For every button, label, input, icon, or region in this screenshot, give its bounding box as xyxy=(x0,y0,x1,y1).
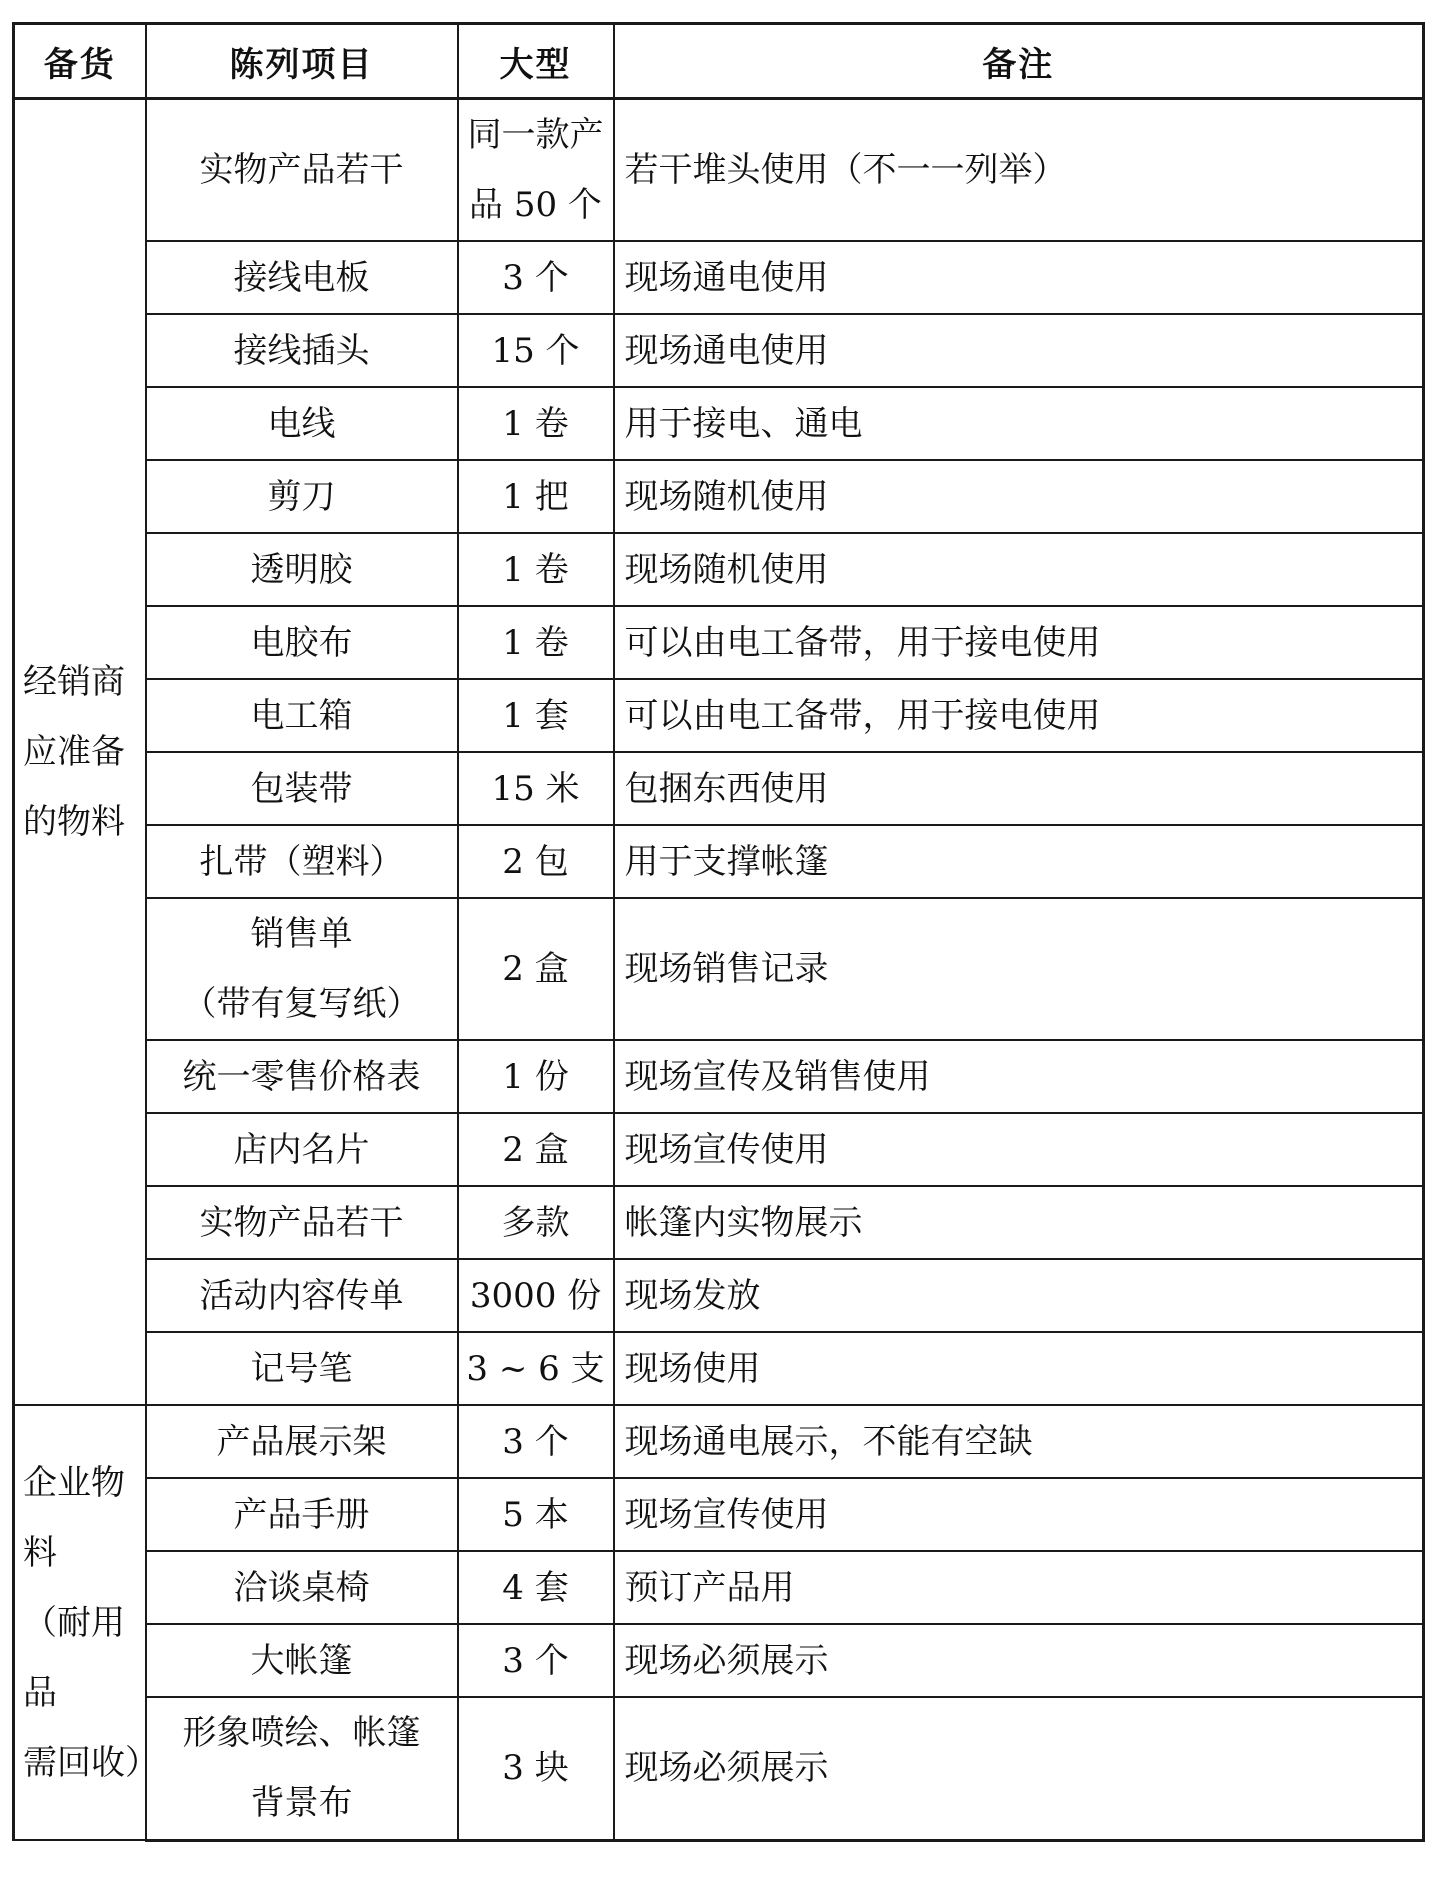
quantity-cell xyxy=(458,752,614,825)
quantity-text: 2 盒 xyxy=(502,949,569,989)
remark-cell: 现场必须展示 xyxy=(614,1624,1424,1697)
quantity-text: 1 卷 xyxy=(502,622,569,663)
quantity-cell xyxy=(458,1478,614,1551)
item-cell xyxy=(146,1624,458,1697)
quantity-text: 1 卷 xyxy=(502,403,569,444)
item-text: 产品手册 xyxy=(233,1494,370,1535)
table-row xyxy=(14,1040,1424,1113)
quantity-text: 3 ~ 6 支 xyxy=(466,1348,605,1389)
table-row xyxy=(14,1113,1424,1186)
quantity-cell xyxy=(458,1040,614,1113)
table-row xyxy=(14,460,1424,533)
quantity-cell xyxy=(458,898,614,1040)
quantity-cell xyxy=(458,314,614,387)
quantity-text: 3 个 xyxy=(502,1421,569,1462)
quantity-text: 品 50 个 xyxy=(469,185,602,225)
quantity-text: 3 块 xyxy=(502,1748,569,1789)
item-cell xyxy=(146,898,458,1040)
quantity-text: 3 个 xyxy=(502,1640,569,1681)
remark-cell: 帐篷内实物展示 xyxy=(614,1186,1424,1259)
quantity-cell xyxy=(458,825,614,898)
quantity-cell xyxy=(458,606,614,679)
header-stock: 备货 xyxy=(14,24,146,99)
header-remark: 备注 xyxy=(614,24,1424,99)
quantity-text: 2 盒 xyxy=(502,1129,569,1170)
header-row xyxy=(14,24,1424,99)
group-label-line: 应准备 xyxy=(23,732,125,772)
group-label-line: （耐用品 xyxy=(23,1602,125,1713)
table-row xyxy=(14,241,1424,314)
remark-cell: 现场使用 xyxy=(614,1332,1424,1405)
item-text: 实物产品若干 xyxy=(199,150,404,190)
table-row xyxy=(14,314,1424,387)
table-row xyxy=(14,1697,1424,1840)
remark-cell: 现场随机使用 xyxy=(614,460,1424,533)
item-cell xyxy=(146,99,458,242)
item-cell xyxy=(146,679,458,752)
table-row xyxy=(14,1405,1424,1478)
item-text: 扎带（塑料） xyxy=(199,841,404,882)
remark-cell: 现场发放 xyxy=(614,1259,1424,1332)
remark-cell: 可以由电工备带，用于接电使用 xyxy=(614,679,1424,752)
item-text: 接线插头 xyxy=(233,330,370,371)
quantity-cell xyxy=(458,1186,614,1259)
item-text: 店内名片 xyxy=(233,1129,370,1170)
item-cell xyxy=(146,1332,458,1405)
quantity-cell xyxy=(458,1551,614,1624)
item-text: 电工箱 xyxy=(250,695,353,736)
quantity-text: 15 米 xyxy=(491,768,580,809)
remark-cell: 用于支撑帐篷 xyxy=(614,825,1424,898)
quantity-text: 1 卷 xyxy=(502,549,569,590)
table-body xyxy=(14,99,1424,1841)
remark-cell: 预订产品用 xyxy=(614,1551,1424,1624)
item-text: 活动内容传单 xyxy=(199,1275,404,1316)
remark-cell: 现场宣传使用 xyxy=(614,1478,1424,1551)
table-row xyxy=(14,752,1424,825)
remark-cell: 现场随机使用 xyxy=(614,533,1424,606)
group-label-line: 需回收） xyxy=(23,1742,159,1783)
quantity-cell xyxy=(458,1405,614,1478)
quantity-cell xyxy=(458,1697,614,1840)
item-text: （带有复写纸） xyxy=(182,984,421,1024)
quantity-text: 15 个 xyxy=(491,330,580,371)
quantity-cell xyxy=(458,460,614,533)
table-row xyxy=(14,898,1424,1040)
item-text: 剪刀 xyxy=(267,476,336,517)
quantity-text: 多款 xyxy=(501,1202,570,1243)
quantity-text: 2 包 xyxy=(502,841,569,882)
header-quantity: 大型 xyxy=(458,24,614,99)
header-item: 陈列项目 xyxy=(146,24,458,99)
quantity-cell xyxy=(458,679,614,752)
item-text: 形象喷绘、帐篷 xyxy=(182,1713,421,1754)
quantity-text: 4 套 xyxy=(502,1567,569,1608)
table-row xyxy=(14,1551,1424,1624)
item-cell xyxy=(146,606,458,679)
quantity-text: 5 本 xyxy=(502,1494,569,1535)
table-row xyxy=(14,1624,1424,1697)
quantity-text: 3000 份 xyxy=(469,1275,602,1316)
quantity-text: 1 份 xyxy=(502,1056,569,1097)
item-text: 统一零售价格表 xyxy=(182,1056,421,1097)
item-text: 记号笔 xyxy=(250,1348,353,1389)
quantity-text: 1 套 xyxy=(502,695,569,736)
table-row xyxy=(14,533,1424,606)
quantity-cell xyxy=(458,1624,614,1697)
quantity-text: 1 把 xyxy=(502,476,569,517)
item-cell xyxy=(146,1186,458,1259)
item-cell xyxy=(146,752,458,825)
item-cell xyxy=(146,314,458,387)
quantity-text: 3 个 xyxy=(502,257,569,298)
item-cell xyxy=(146,1478,458,1551)
quantity-cell xyxy=(458,1113,614,1186)
materials-table xyxy=(12,22,1425,1842)
remark-cell: 现场必须展示 xyxy=(614,1697,1424,1840)
remark-cell: 包捆东西使用 xyxy=(614,752,1424,825)
remark-cell: 用于接电、通电 xyxy=(614,387,1424,460)
group-label xyxy=(14,99,146,1406)
item-cell xyxy=(146,387,458,460)
item-text: 洽谈桌椅 xyxy=(233,1567,370,1608)
item-cell xyxy=(146,1405,458,1478)
item-text: 大帐篷 xyxy=(250,1640,353,1681)
table-row xyxy=(14,606,1424,679)
item-text: 销售单 xyxy=(250,914,353,954)
item-cell xyxy=(146,460,458,533)
table-row xyxy=(14,99,1424,242)
item-cell xyxy=(146,1113,458,1186)
item-cell xyxy=(146,1697,458,1840)
table-row xyxy=(14,1259,1424,1332)
group-label xyxy=(14,1405,159,1840)
remark-cell: 若干堆头使用（不一一列举） xyxy=(614,99,1424,242)
item-text: 包装带 xyxy=(250,768,353,809)
quantity-cell xyxy=(458,1332,614,1405)
remark-cell: 现场销售记录 xyxy=(614,898,1424,1040)
quantity-cell xyxy=(458,99,614,242)
quantity-cell xyxy=(458,1259,614,1332)
item-text: 电线 xyxy=(267,403,336,444)
remark-cell: 现场宣传及销售使用 xyxy=(614,1040,1424,1113)
table-row xyxy=(14,387,1424,460)
item-cell xyxy=(146,241,458,314)
item-text: 电胶布 xyxy=(250,622,353,663)
remark-cell: 可以由电工备带，用于接电使用 xyxy=(614,606,1424,679)
group-label-line: 企业物料 xyxy=(23,1462,125,1573)
item-text: 产品展示架 xyxy=(216,1421,387,1462)
remark-cell: 现场通电使用 xyxy=(614,314,1424,387)
table-row xyxy=(14,679,1424,752)
table-row xyxy=(14,1186,1424,1259)
item-text: 接线电板 xyxy=(233,257,370,298)
quantity-text: 同一款产 xyxy=(467,115,604,155)
quantity-cell xyxy=(458,387,614,460)
item-cell xyxy=(146,1259,458,1332)
item-cell xyxy=(146,1040,458,1113)
quantity-cell xyxy=(458,241,614,314)
item-text: 背景布 xyxy=(250,1783,353,1824)
item-cell xyxy=(146,1551,458,1624)
group-label-line: 的物料 xyxy=(23,802,125,842)
item-text: 实物产品若干 xyxy=(199,1202,404,1243)
remark-cell: 现场宣传使用 xyxy=(614,1113,1424,1186)
quantity-cell xyxy=(458,533,614,606)
table-row xyxy=(14,825,1424,898)
table-row xyxy=(14,1332,1424,1405)
item-text: 透明胶 xyxy=(250,549,353,590)
item-cell xyxy=(146,533,458,606)
group-label-line: 经销商 xyxy=(23,662,125,702)
item-cell xyxy=(146,825,458,898)
table-row xyxy=(14,1478,1424,1551)
remark-cell: 现场通电展示，不能有空缺 xyxy=(614,1405,1424,1478)
remark-cell: 现场通电使用 xyxy=(614,241,1424,314)
